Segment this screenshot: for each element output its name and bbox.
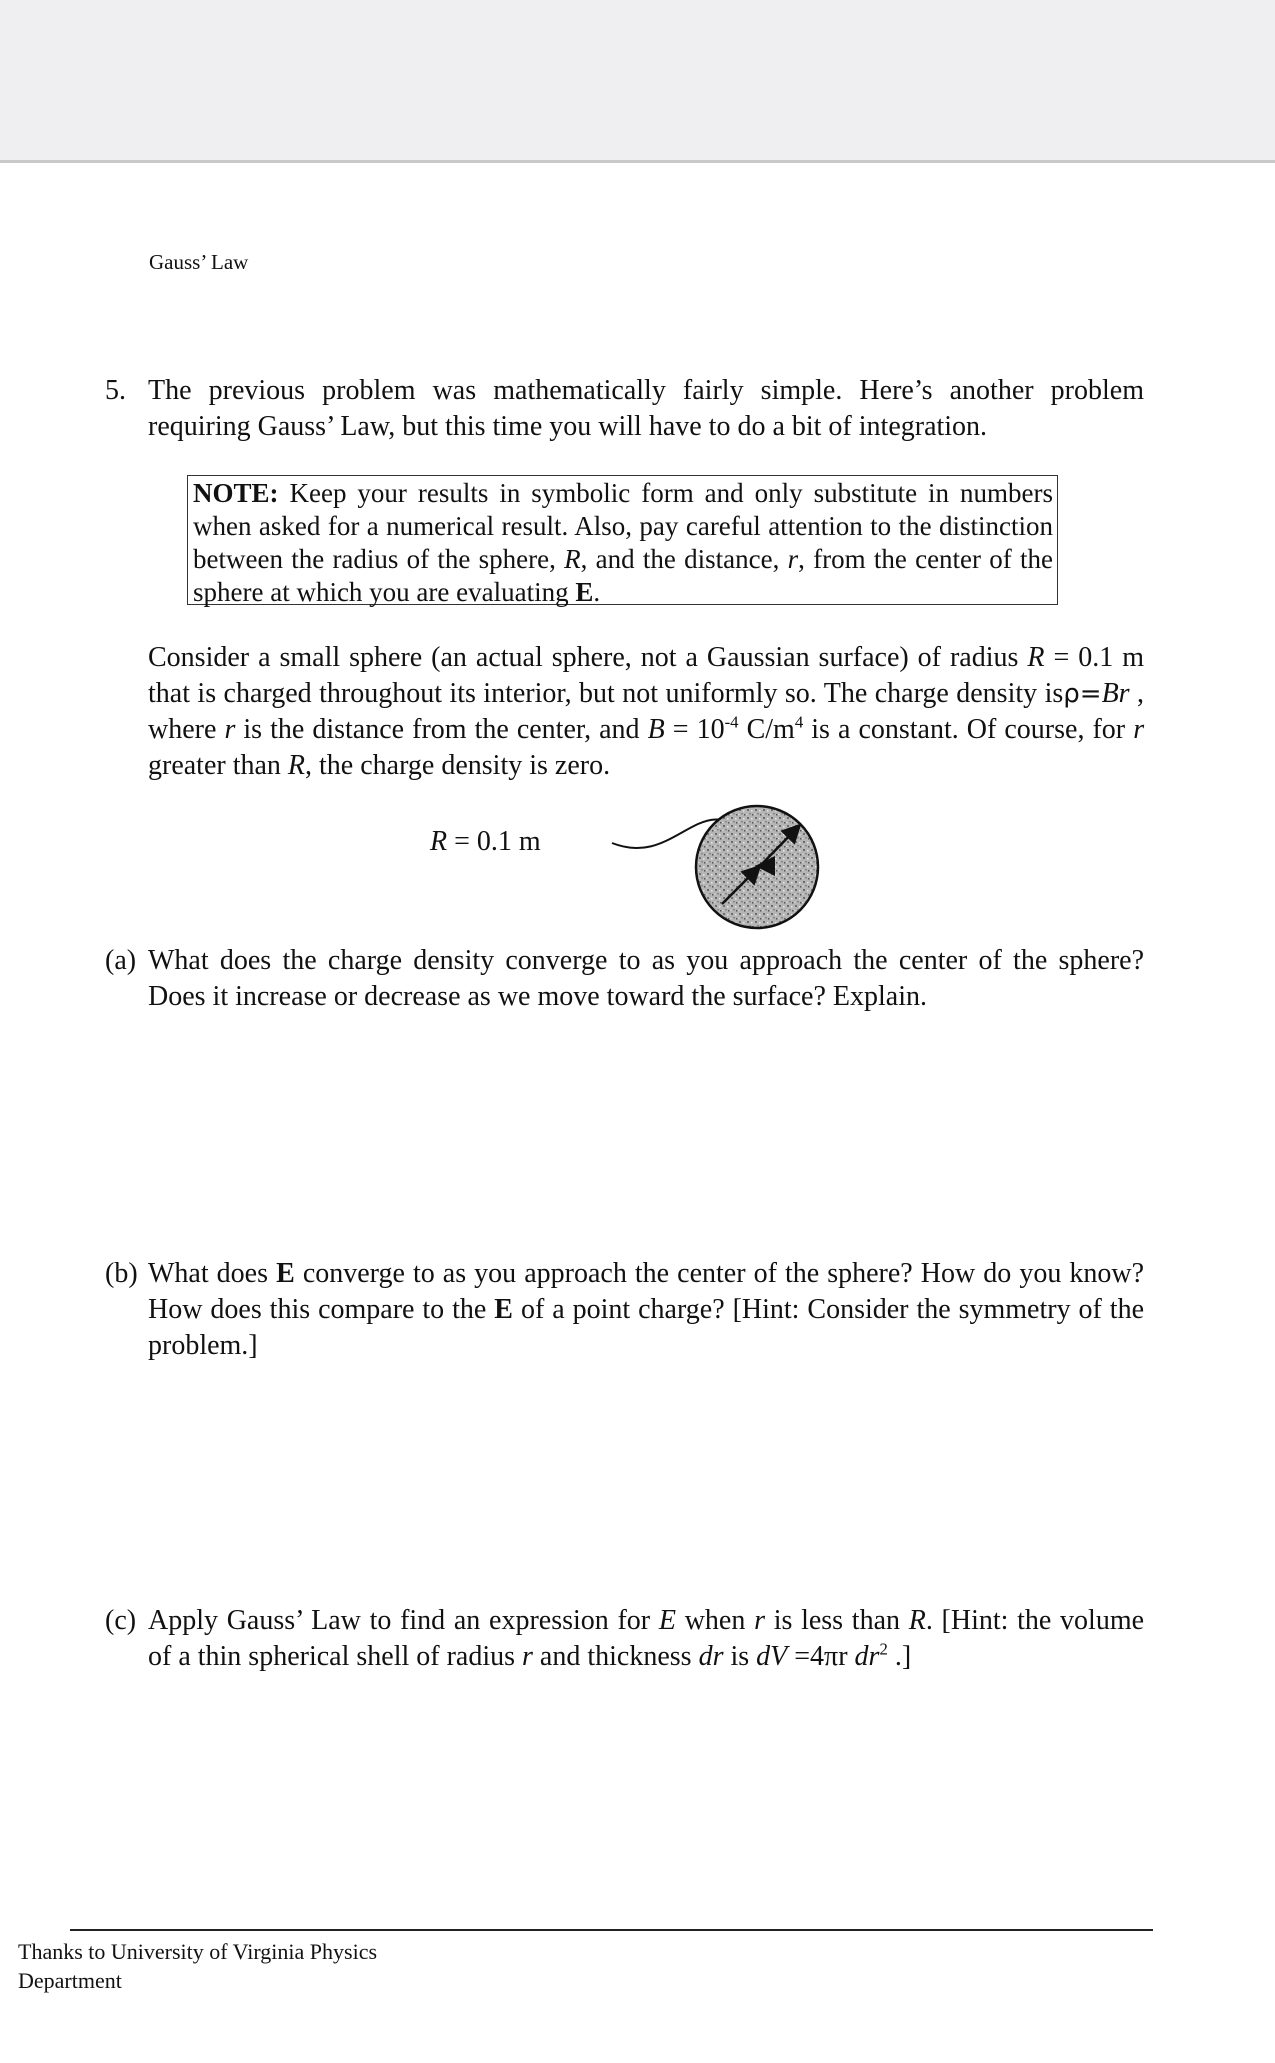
part-c-marker: (c)	[105, 1605, 137, 1636]
part-a	[148, 943, 1144, 1015]
setup-B-exp: -4	[724, 712, 739, 732]
setup-text-2: that is charged throughout its interior, but not uniformly so. The charge density is	[148, 678, 1064, 709]
setup-rho: ρ=	[1063, 679, 1102, 709]
setup-r-1: r	[224, 714, 236, 745]
footer-credit	[18, 1937, 458, 1995]
part-c-dr: dr	[698, 1641, 724, 1672]
part-c-text-5: and thickness	[539, 1641, 692, 1672]
part-c-text-4: . [Hint: the volume of a thin spherical shell of radius	[148, 1605, 1145, 1672]
part-c-dV: dV	[756, 1641, 788, 1672]
note-box	[187, 475, 1058, 605]
radius-label	[430, 826, 541, 858]
part-b-E-1: E	[276, 1258, 295, 1289]
sphere-circle	[696, 806, 818, 928]
part-b	[148, 1256, 1144, 1364]
problem-intro	[148, 373, 1144, 445]
note-text-3: , from the center of the sphere at which you are evaluating	[193, 544, 1054, 607]
setup-text-7: , the charge density is zero.	[305, 750, 611, 781]
setup-text-4: is the distance from the center, and	[243, 714, 640, 745]
setup-text-1: Consider a small sphere (an actual sphere, not a Gaussian surface) of radius	[148, 642, 1019, 673]
setup-B: B	[647, 714, 665, 745]
note-sym-E: E	[575, 577, 594, 607]
problem-intro-text: The previous problem was mathematically fairly simple. Here’s another problem requiring Gauss’ Law, but this time you will have to do a bit of integration.	[148, 375, 1144, 442]
setup-B-unit-exp: 4	[794, 712, 804, 732]
part-c-equation: =4πr	[787, 1641, 855, 1672]
part-c-E: E	[658, 1605, 676, 1636]
footer-line-2: Department	[18, 1968, 122, 1993]
note-sym-r: r	[787, 544, 799, 574]
setup-R-2: R	[287, 750, 306, 781]
setup-text-5: is a constant. Of course, for	[811, 714, 1126, 745]
setup-text-3: , where	[148, 678, 1145, 745]
part-c-text-6: is	[730, 1641, 750, 1672]
part-b-text-2: converge to as you approach the center of the sphere? How do you know? How does this compare to the	[148, 1258, 1145, 1325]
charged-sphere-diagram	[610, 800, 830, 930]
part-c-exponent: 2	[879, 1639, 888, 1659]
note-label: NOTE:	[193, 478, 279, 508]
note-text-1: Keep your results in symbolic form and only substitute in numbers when asked for a numerical result. Also, pay careful attention to the distinction between the radius of the sphere,	[193, 478, 1054, 574]
part-c-text-7: .]	[887, 1641, 912, 1672]
part-c-text-3: is less than	[773, 1605, 900, 1636]
note-text-2: , and the distance,	[580, 544, 780, 574]
part-c-r-2: r	[522, 1641, 533, 1672]
setup-R-symbol: R	[1027, 642, 1045, 673]
radius-label-value: = 0.1 m	[447, 826, 541, 857]
part-c-R: R	[908, 1605, 926, 1636]
setup-B-unit: C/m	[738, 714, 795, 745]
top-divider	[0, 160, 1275, 163]
footer-rule	[70, 1929, 1153, 1931]
part-c-text-1: Apply Gauss’ Law to find an expression for	[148, 1605, 651, 1636]
part-c-dr-2: dr	[854, 1641, 880, 1672]
part-c-text-2: when	[684, 1605, 746, 1636]
radius-label-symbol: R	[430, 826, 448, 857]
setup-B-value: = 10	[664, 714, 725, 745]
part-c	[148, 1603, 1144, 1675]
setup-r-2: r	[1133, 714, 1145, 745]
setup-text-6: greater than	[148, 750, 281, 781]
part-c-r: r	[754, 1605, 765, 1636]
page-header: Gauss’ Law	[149, 250, 249, 274]
problem-number: 5.	[105, 375, 126, 406]
setup-paragraph	[148, 640, 1144, 784]
note-sym-R: R	[564, 544, 581, 574]
part-a-marker: (a)	[105, 945, 137, 976]
part-b-text-1: What does	[148, 1258, 269, 1289]
part-a-text: What does the charge density converge to as you approach the center of the sphere? Does it increase or decrease as we move toward the surface? Explain.	[148, 945, 1144, 1012]
setup-R-value: = 0.1 m	[1044, 642, 1144, 673]
note-text-4: .	[593, 577, 601, 607]
part-b-E-2: E	[494, 1294, 513, 1325]
setup-Br: Br	[1101, 678, 1130, 709]
part-b-text-3: of a point charge? [Hint: Consider the symmetry of the problem.]	[148, 1294, 1145, 1361]
top-bar	[0, 0, 1275, 160]
footer-line-1: Thanks to University of Virginia Physics	[18, 1939, 378, 1964]
part-b-marker: (b)	[105, 1258, 138, 1289]
